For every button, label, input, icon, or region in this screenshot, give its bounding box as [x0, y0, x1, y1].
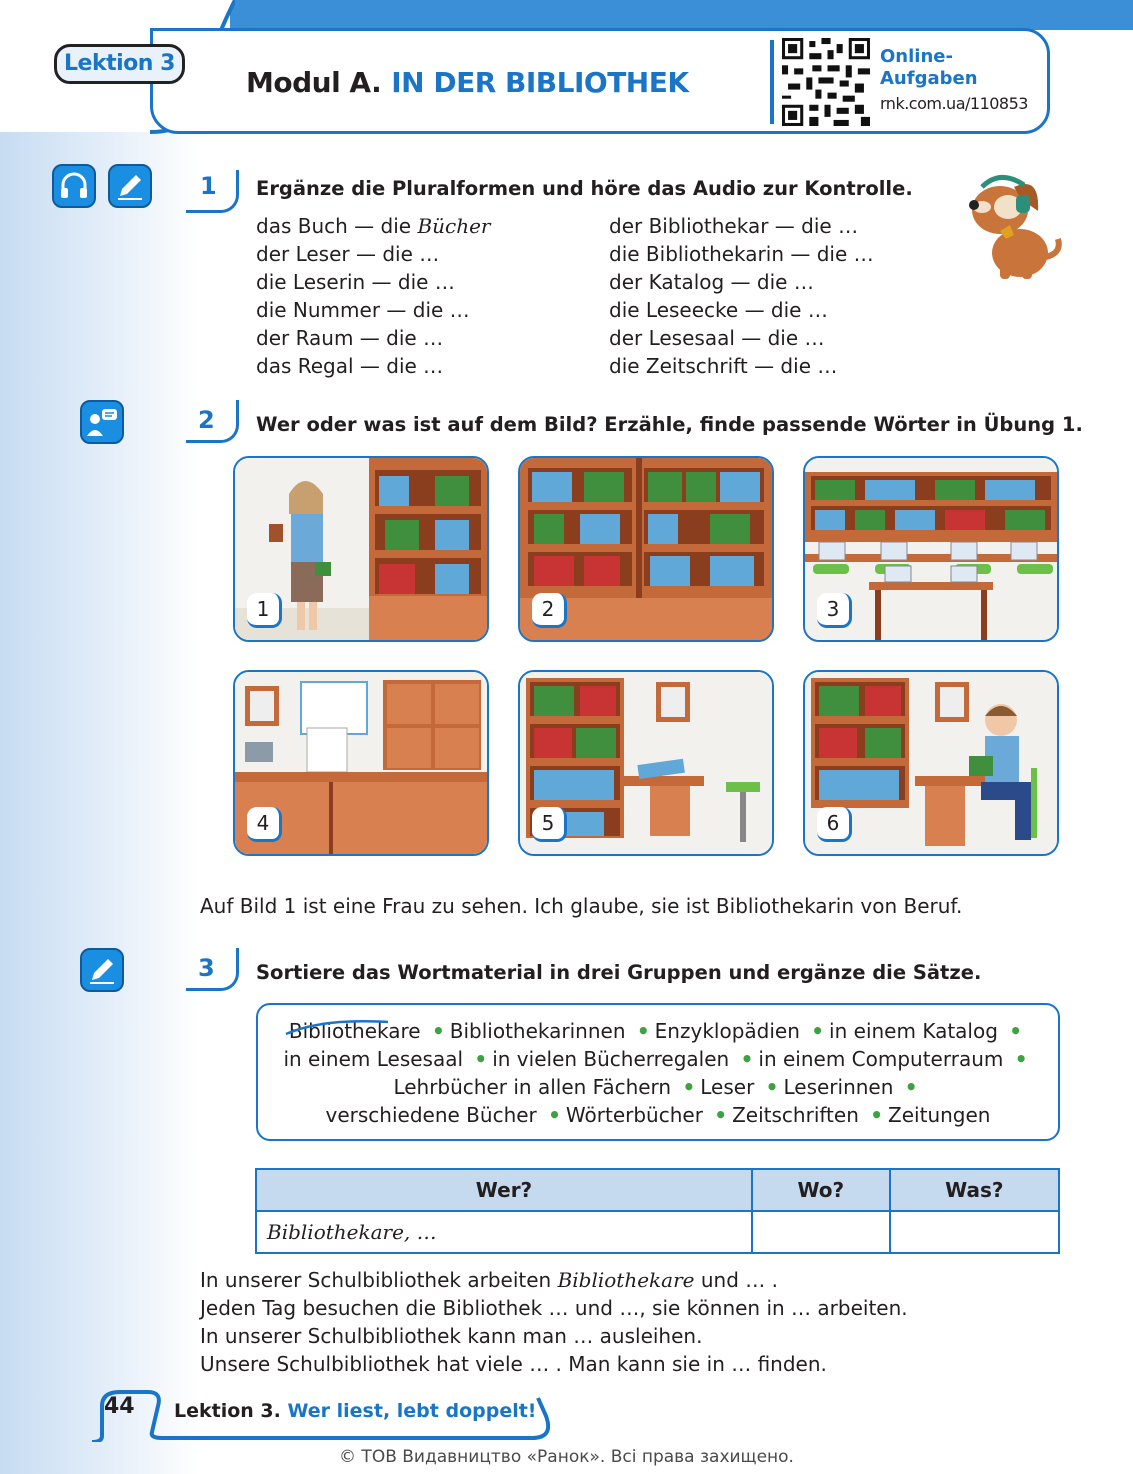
bullet: • — [431, 1019, 445, 1043]
footer-title — [174, 1400, 536, 1422]
word-item: Bibliothekarinnen — [449, 1019, 626, 1043]
pencil-icon — [108, 164, 152, 208]
list-item: das Regal — die … — [256, 354, 444, 378]
word-line — [258, 1073, 1058, 1101]
bullet: • — [474, 1047, 488, 1071]
bullet: • — [765, 1075, 779, 1099]
picture-1 — [233, 456, 489, 642]
word-item: Leser — [700, 1075, 755, 1099]
list-item: die Leseecke — die … — [609, 298, 828, 322]
table-row — [256, 1211, 1059, 1253]
word-item: in vielen Bücherregalen — [492, 1047, 730, 1071]
topic-title: IN DER BIBLIOTHEK — [391, 66, 689, 99]
lektion-badge: Lektion 3 — [54, 44, 185, 84]
bullet: • — [714, 1103, 728, 1127]
word-item: Lehrbücher in allen Fächern — [393, 1075, 672, 1099]
pencil-icon — [80, 948, 124, 992]
picture-6 — [803, 670, 1059, 856]
list-item: der Bibliothekar — die … — [609, 214, 859, 238]
task-number: 3 — [198, 954, 215, 982]
word-line — [258, 1045, 1058, 1073]
word-item: Zeitungen — [888, 1103, 991, 1127]
page-title — [246, 66, 689, 99]
footer-lektion-title: Wer liest, lebt doppelt! — [287, 1400, 537, 1422]
list-item: das Buch — die Bücher — [256, 214, 491, 238]
page-number: 44 — [104, 1394, 135, 1419]
word-item: Bibliothekare — [288, 1019, 421, 1043]
list-item: die Nummer — die … — [256, 298, 470, 322]
picture-number: 6 — [817, 807, 852, 842]
list-item: der Leser — die … — [256, 242, 440, 266]
strikethrough-mark — [282, 1016, 392, 1038]
task-title: Wer oder was ist auf dem Bild? Erzähle, finde passende Wörter in Übung 1. — [256, 413, 1083, 436]
picture-4 — [233, 670, 489, 856]
picture-number: 5 — [532, 807, 567, 842]
bullet: • — [870, 1103, 884, 1127]
word-item: in einem Computerraum — [758, 1047, 1004, 1071]
task-number: 2 — [198, 406, 215, 434]
picture-2 — [518, 456, 774, 642]
bullet: • — [1009, 1019, 1023, 1043]
modul-label: Modul A. — [246, 66, 382, 99]
online-url[interactable]: rnk.com.ua/110853 — [880, 94, 1028, 113]
picture-number: 2 — [532, 593, 567, 628]
word-line — [258, 1101, 1058, 1129]
column-header: Was? — [890, 1169, 1059, 1211]
table-cell[interactable] — [890, 1211, 1059, 1253]
table-header-row — [256, 1169, 1059, 1211]
task-number: 1 — [200, 172, 217, 200]
qr-code-icon[interactable] — [782, 38, 870, 126]
column-header: Wo? — [752, 1169, 890, 1211]
online-label-1: Online- — [880, 46, 953, 67]
table-cell[interactable]: Bibliothekare, … — [256, 1211, 752, 1253]
sentence: In unserer Schulbibliothek kann man … ausleihen. — [200, 1324, 703, 1348]
bullet: • — [811, 1019, 825, 1043]
picture-number: 1 — [247, 593, 282, 628]
word-item: Zeitschriften — [732, 1103, 859, 1127]
word-item: Enzyklopädien — [654, 1019, 800, 1043]
column-header: Wer? — [256, 1169, 752, 1211]
word-item: verschiedene Bücher — [325, 1103, 537, 1127]
picture-3 — [803, 456, 1059, 642]
bullet: • — [682, 1075, 696, 1099]
footer-lektion: Lektion 3. — [174, 1400, 281, 1422]
bullet: • — [548, 1103, 561, 1127]
copyright: © ТОВ Видавництво «Ранок». Всі права захищено. — [339, 1447, 794, 1467]
list-item: die Bibliothekarin — die … — [609, 242, 874, 266]
word-item: Leserinnen — [783, 1075, 894, 1099]
list-item: die Leserin — die … — [256, 270, 455, 294]
word-item: in einem Katalog — [829, 1019, 998, 1043]
top-band — [230, 0, 1133, 30]
dog-illustration — [960, 165, 1064, 283]
picture-number: 4 — [247, 807, 282, 842]
bullet: • — [904, 1075, 918, 1099]
task-title: Sortiere das Wortmaterial in drei Gruppen und ergänze die Sätze. — [256, 961, 982, 984]
picture-5 — [518, 670, 774, 856]
bullet: • — [1014, 1047, 1028, 1071]
list-item: der Lesesaal — die … — [609, 326, 825, 350]
sentence: Jeden Tag besuchen die Bibliothek … und …, sie können in … arbeiten. — [200, 1296, 908, 1320]
picture-number: 3 — [817, 593, 852, 628]
headphones-icon — [52, 164, 96, 208]
qr-divider — [770, 40, 774, 124]
speech-bubble-icon — [80, 400, 124, 444]
sentence: In unserer Schulbibliothek arbeiten Bibliothekare und … . — [200, 1268, 778, 1292]
left-sidebar-gradient — [0, 0, 200, 1474]
task-title: Ergänze die Pluralformen und höre das Audio zur Kontrolle. — [256, 177, 913, 200]
word-item: in einem Lesesaal — [283, 1047, 464, 1071]
list-item: der Raum — die … — [256, 326, 444, 350]
bullet: • — [636, 1019, 650, 1043]
online-label-2: Aufgaben — [880, 68, 978, 89]
sort-table — [255, 1168, 1060, 1254]
bullet: • — [740, 1047, 754, 1071]
word-item: Wörterbücher — [565, 1103, 703, 1127]
list-item: der Katalog — die … — [609, 270, 814, 294]
sentence: Unsere Schulbibliothek hat viele … . Man kann sie in … finden. — [200, 1352, 827, 1376]
table-cell[interactable] — [752, 1211, 890, 1253]
list-item: die Zeitschrift — die … — [609, 354, 838, 378]
example-sentence: Auf Bild 1 ist eine Frau zu sehen. Ich glaube, sie ist Bibliothekarin von Beruf. — [200, 894, 963, 918]
